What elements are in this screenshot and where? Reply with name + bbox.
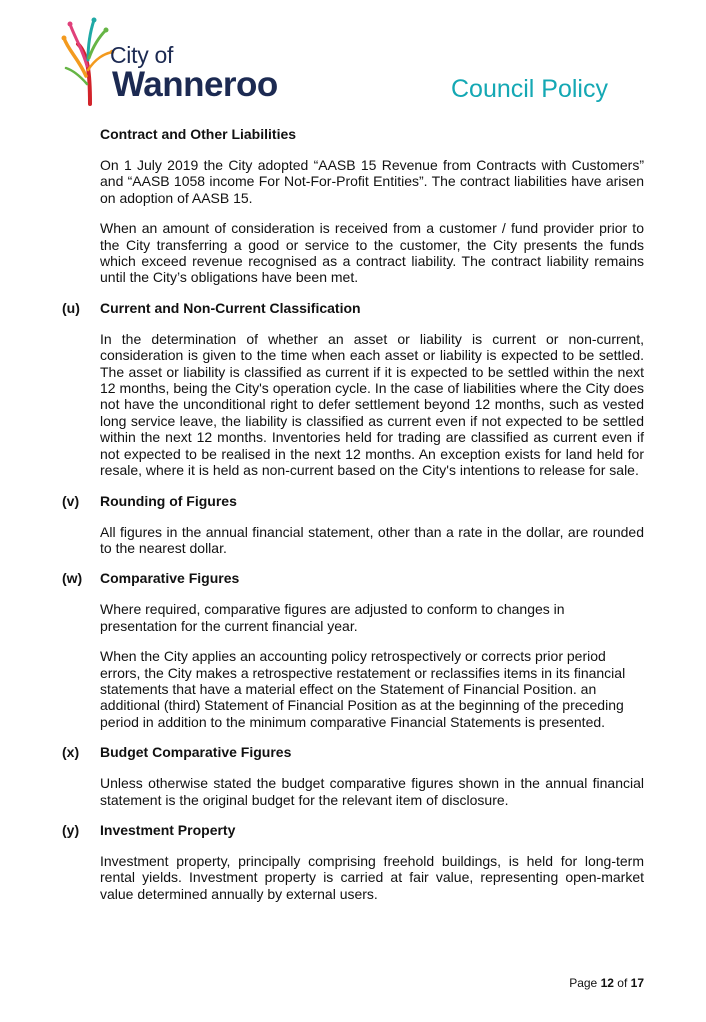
section-paragraph: On 1 July 2019 the City adopted “AASB 15 Revenue from Contracts with Customers” and “AASB 1058 income For Not-For-Profit Entities”. The contract liabilities have arisen on adoption of AASB 15. (100, 157, 644, 206)
section-paragraph: In the determination of whether an asset or liability is current or non-current, consideration is given to the time when each asset or liability is expected to be settled. The asset or liability is classified as current if it is expected to be settled within the next 12 months, being the City's operation cycle. In the case of liabilities where the City does not have the unconditional right to defer settlement beyond 12 months, such as vested long service leave, the liability is classified as current even if not expected to be settled within the next 12 months. Inventories held for trading are classified as current even if not expected to be realised in the next 12 months. An exception exists for land held for resale, where it is held as non-current based on the City's intentions to release for sale. (100, 330, 644, 479)
section-heading (62, 300, 644, 317)
section-paragraph: All figures in the annual financial statement, other than a rate in the dollar, are rounded to the nearest dollar. (100, 523, 644, 556)
section-title: Investment Property (100, 821, 236, 838)
section-paragraph: When the City applies an accounting policy retrospectively or corrects prior period errors, the City makes a retrospective restatement or reclassifies items in its financial statements that have a material effect on the Statement of Financial Position. an additional (third) Statement of Financial Position as at the beginning of the preceding period in addition to the minimum comparative Financial Statements is presented. (100, 648, 626, 730)
section-heading (62, 493, 644, 510)
section-letter: (w) (62, 570, 83, 587)
section-title: Budget Comparative Figures (100, 744, 292, 761)
section-letter: (x) (62, 744, 80, 761)
page-of: of (617, 976, 628, 990)
section-heading (62, 744, 644, 761)
section-title: Comparative Figures (100, 570, 240, 587)
policy-title: Council Policy (450, 75, 608, 103)
section-letter: (y) (62, 821, 80, 838)
policy-section (62, 570, 644, 730)
logo-text-city-of: City of (110, 42, 174, 68)
logo-text-wanneroo: Wanneroo (112, 65, 278, 104)
section-paragraph: Investment property, principally comprising freehold buildings, is held for long-term rental yields. Investment property is carried at fair value, representing open-market value determined annually by external users. (100, 852, 644, 902)
section-paragraph: Unless otherwise stated the budget comparative figures shown in the annual financial statement is the original budget for the relevant item of disclosure. (100, 775, 644, 808)
section-heading (62, 126, 644, 143)
city-of-wanneroo-logo (60, 14, 300, 106)
policy-section (62, 744, 644, 808)
section-letter: (v) (62, 492, 80, 509)
section-heading (62, 570, 644, 587)
section-heading (62, 822, 644, 839)
page-number (569, 976, 644, 990)
page-word: Page (569, 976, 598, 990)
section-paragraph: Where required, comparative figures are adjusted to conform to changes in presentation for the current financial year. (100, 601, 565, 634)
section-title: Contract and Other Liabilities (100, 126, 297, 142)
policy-content (62, 126, 644, 916)
policy-section (62, 300, 644, 479)
page-total: 17 (630, 976, 644, 990)
policy-section (62, 493, 644, 557)
section-paragraph: When an amount of consideration is received from a customer / fund provider prior to the City transferring a good or service to the customer, the City presents the funds which exceed revenue recognised as a contract liability. The contract liability remains until the City’s obligations have been met. (100, 220, 644, 286)
page-current: 12 (600, 976, 614, 990)
section-title: Current and Non-Current Classification (100, 299, 361, 316)
section-letter: (u) (62, 299, 80, 316)
policy-section (62, 822, 644, 902)
section-letter (62, 126, 100, 143)
section-title: Rounding of Figures (100, 492, 237, 509)
policy-section (62, 126, 644, 286)
